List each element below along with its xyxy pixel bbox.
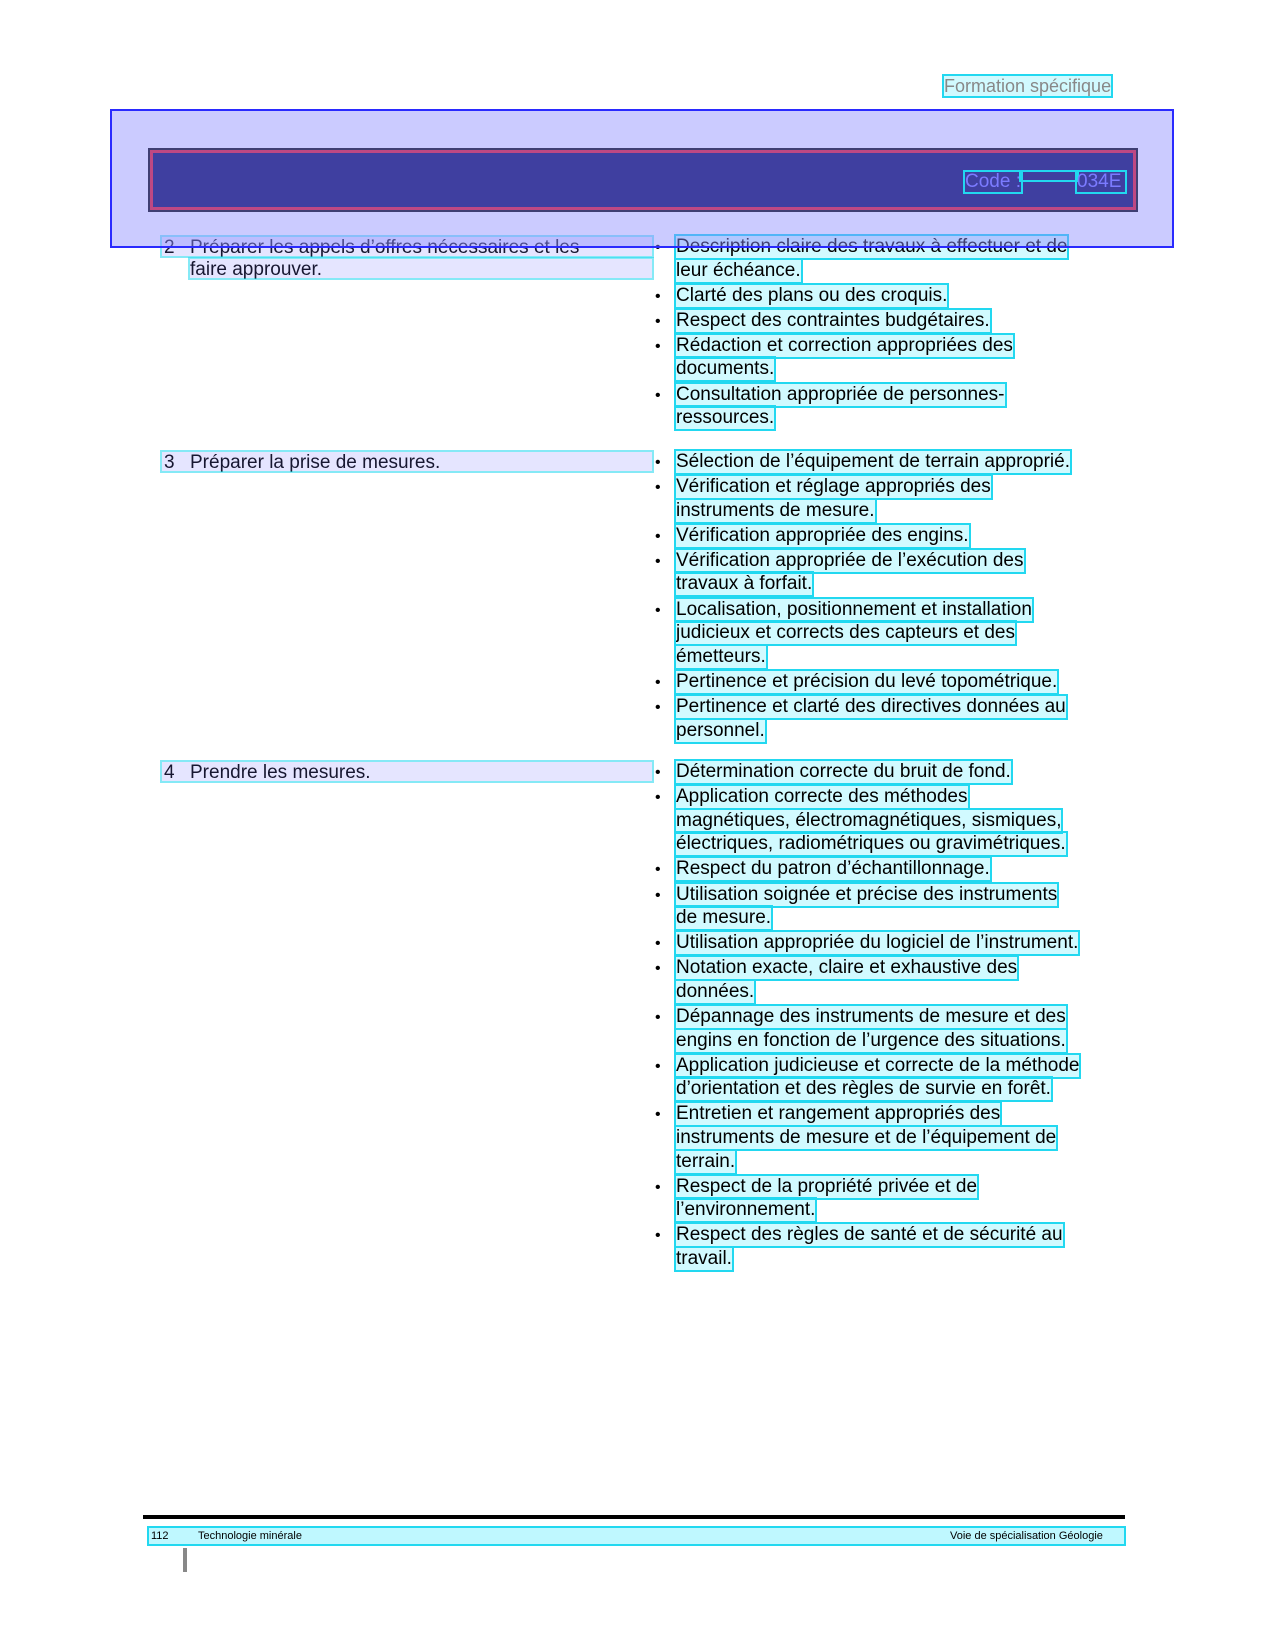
criterion-text: Dépannage des instruments de mesure et des: [676, 1006, 1066, 1027]
bullet-icon: •: [655, 886, 661, 904]
criterion-text: personnel.: [676, 719, 765, 741]
bullet-icon: •: [655, 239, 661, 256]
footer-rule: [143, 1515, 1125, 1519]
step-number: 4: [164, 762, 175, 783]
footer-specialization: Voie de spécialisation Géologie: [950, 1530, 1103, 1542]
step-title: Préparer les appels d’offres nécessaires et les: [190, 237, 580, 258]
code-label: Code :: [965, 171, 1021, 192]
criterion-text: Détermination correcte du bruit de fond.: [676, 761, 1011, 782]
criterion-text: Respect des contraintes budgétaires.: [676, 309, 990, 331]
footer-page-number: 112: [151, 1530, 169, 1542]
criterion-text: Vérification appropriée de l’exécution des: [676, 549, 1024, 571]
step-title-highlight: [162, 237, 652, 256]
bullet-icon: •: [655, 337, 661, 355]
step-title: Préparer la prise de mesures.: [190, 452, 441, 473]
competency-code: [965, 172, 1125, 192]
criterion-text: Respect des règles de santé et de sécurité au: [676, 1224, 1063, 1246]
bullet-icon: •: [655, 1178, 661, 1196]
bullet-icon: •: [655, 1227, 661, 1245]
criterion-text: Respect de la propriété privée et de: [676, 1175, 978, 1197]
criterion-text: Clarté des plans ou des croquis.: [676, 284, 948, 306]
criterion-text: Notation exacte, claire et exhaustive des: [676, 957, 1018, 979]
criterion-text: magnétiques, électromagnétiques, sismiques,: [676, 809, 1062, 831]
bullet-icon: •: [655, 1106, 661, 1124]
bullet-icon: •: [655, 673, 661, 691]
bullet-icon: •: [655, 861, 661, 879]
criterion-text: instruments de mesure.: [676, 499, 875, 521]
bullet-icon: •: [655, 386, 661, 404]
criterion-text: émetteurs.: [676, 645, 766, 667]
criterion-text: Pertinence et clarté des directives données au: [676, 696, 1066, 717]
step-title-highlight: [162, 762, 652, 781]
bullet-icon: •: [655, 789, 661, 807]
bullet-icon: •: [655, 312, 661, 330]
criterion-text: judicieux et corrects des capteurs et des: [676, 622, 1016, 644]
criterion-text: Consultation appropriée de personnes-: [676, 383, 1005, 405]
criterion-text: Vérification appropriée des engins.: [676, 524, 969, 546]
criterion-text: Pertinence et précision du levé topométrique.: [676, 670, 1058, 692]
criterion-text: électriques, radiométriques ou gravimétriques.: [676, 833, 1066, 855]
criterion-text: Entretien et rangement appropriés des: [676, 1103, 1001, 1125]
criterion-text: engins en fonction de l’urgence des situations.: [676, 1029, 1066, 1051]
criterion-text: l’environnement.: [676, 1199, 816, 1221]
bullet-icon: •: [655, 960, 661, 978]
criterion-text: Utilisation soignée et précise des instruments: [676, 883, 1058, 905]
bullet-icon: •: [655, 1057, 661, 1075]
criterion-text: données.: [676, 980, 755, 1002]
criterion-text: d’orientation et des règles de survie en forêt.: [676, 1078, 1051, 1100]
step-title-highlight: [190, 259, 652, 278]
bullet-icon: •: [655, 479, 661, 497]
criterion-text: instruments de mesure et de l’équipement de: [676, 1126, 1057, 1148]
bullet-icon: •: [655, 287, 661, 305]
criterion-text: Application correcte des méthodes: [676, 786, 968, 808]
bullet-icon: •: [655, 454, 661, 471]
criterion-text: Sélection de l’équipement de terrain approprié.: [676, 451, 1070, 472]
criterion-text: Respect du patron d’échantillonnage.: [676, 858, 990, 880]
bullet-icon: •: [655, 601, 661, 619]
criterion-text: travail.: [676, 1247, 732, 1269]
criterion-text: terrain.: [676, 1150, 736, 1172]
code-separator: [1021, 172, 1077, 180]
margin-change-bar: [183, 1548, 187, 1572]
header-section-label: Formation spécifique: [944, 76, 1112, 96]
criterion-text: Utilisation appropriée du logiciel de l’instrument.: [676, 932, 1079, 954]
criterion-text: Rédaction et correction appropriées des: [676, 334, 1013, 356]
criterion-text: travaux à forfait.: [676, 573, 813, 595]
step-number: 3: [164, 452, 175, 473]
bullet-icon: •: [655, 1009, 661, 1026]
bullet-icon: •: [655, 764, 661, 781]
bullet-icon: •: [655, 552, 661, 570]
footer-document-title: Technologie minérale: [198, 1530, 302, 1542]
criterion-text: Vérification et réglage appropriés des: [676, 476, 991, 498]
criterion-text: documents.: [676, 358, 775, 380]
bullet-icon: •: [655, 699, 661, 716]
code-value: 034E: [1077, 172, 1125, 192]
criterion-text: leur échéance.: [676, 259, 801, 281]
step-title: Prendre les mesures.: [190, 762, 371, 783]
criterion-text: Description claire des travaux à effectuer et de: [676, 236, 1068, 257]
step-number: 2: [164, 237, 175, 258]
bullet-icon: •: [655, 527, 661, 545]
bullet-icon: •: [655, 935, 661, 953]
step-title: faire approuver.: [190, 259, 323, 280]
criterion-text: ressources.: [676, 407, 775, 429]
criterion-text: Localisation, positionnement et installation: [676, 598, 1032, 620]
step-title-highlight: [162, 452, 652, 471]
criterion-text: de mesure.: [676, 907, 772, 929]
criterion-text: Application judicieuse et correcte de la méthode: [676, 1054, 1080, 1076]
